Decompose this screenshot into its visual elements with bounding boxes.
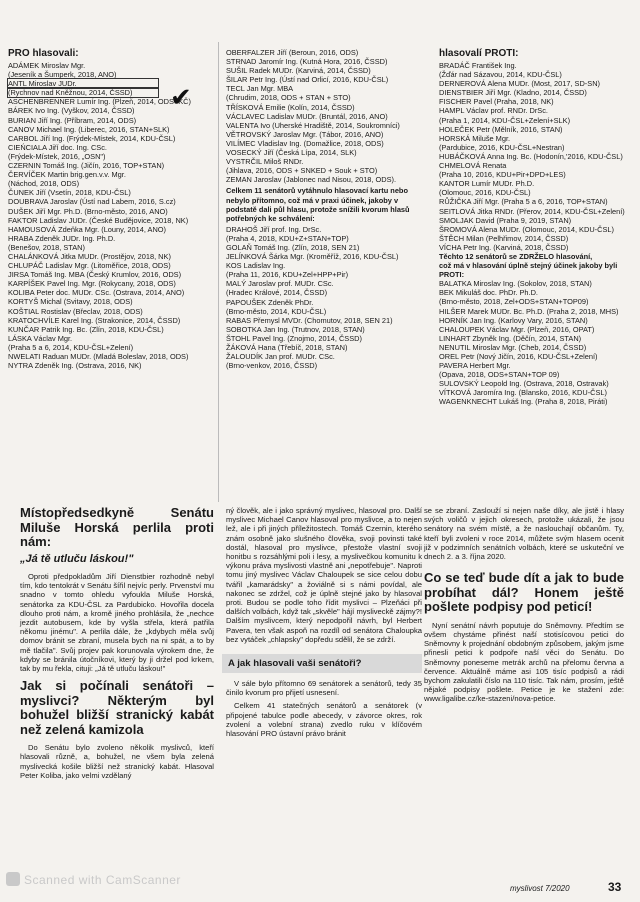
voter-entry: NWELATI Raduan MUDr. (Mladá Boleslav, 2018, ODS) bbox=[8, 352, 189, 361]
voter-entry: HORSKÁ Miluše Mgr. bbox=[439, 133, 511, 143]
voter-entry: JIRSA Tomáš Ing. MBA (Český Krumlov, 2016, ODS) bbox=[8, 270, 182, 280]
voter-entry: TŘÍSKOVÁ Emilie (Kolín, 2014, ČSSD) bbox=[226, 102, 355, 112]
voter-entry: KANTOR Lumír MUDr. Ph.D. bbox=[439, 179, 535, 189]
voter-entry: (Olomouc, 2016, KDU-ČSL) bbox=[439, 188, 531, 198]
against-heading: hlasovalí PROTI: bbox=[439, 48, 519, 59]
voter-entry: KOŠTIAL Rostislav (Břeclav, 2018, ODS) bbox=[8, 306, 143, 316]
voter-entry: FISCHER Pavel (Praha, 2018, NK) bbox=[439, 97, 554, 107]
voter-entry: MALÝ Jaroslav prof. MUDr. CSc. bbox=[226, 279, 334, 289]
pro-heading: PRO hlasovali: bbox=[8, 48, 79, 59]
voter-entry: (Pardubice, 2016, KDU-ČSL+Nestran) bbox=[439, 142, 565, 152]
paragraph-7: Nyní senátní návrh poputuje do Sněmovny. Předtím se ovšem chystáme přinést naší stotisícovou petici do Sněmovny k projednání obdobným způsobem, jakým jsme přinesli petici k podpoře naší věci do Senátu. Do Sněmovny poneseme metrák archů na přelomu června a července. Aktuálně máme asi 105 tisíc podpisů a rádi bychom zakulatili číslo na 110 tisíc. Tak nám, prosím, ještě nějaké podpisy pošlete. Petice je ke stažení zde: www.ligalibe.cz/ke-stazeni/nova-petice. bbox=[424, 620, 624, 704]
voter-entry: HAMOUSOVÁ Zdeňka Mgr. (Louny, 2014, ANO) bbox=[8, 224, 167, 234]
voter-entry: PAVERA Herbert Mgr. bbox=[439, 361, 511, 371]
voter-entry: BEK Mikuláš doc. PhDr. Ph.D. bbox=[439, 288, 538, 298]
voter-entry: ČUNEK Jiří (Vsetín, 2018, KDU-ČSL) bbox=[8, 188, 131, 198]
voter-entry: CHLUPÁČ Ladislav Mgr. (Litoměřice, 2018, ODS) bbox=[8, 261, 171, 271]
pro-voters-column-2 bbox=[226, 48, 426, 370]
article-quote: „Já tě utluču láskou!" bbox=[20, 552, 134, 565]
voter-entry: (Brno-město, 2018, Zel+ODS+STAN+TOP09) bbox=[439, 297, 589, 307]
voter-entry: CANOV Michael Ing. (Liberec, 2016, STAN+SLK) bbox=[8, 124, 170, 134]
voter-entry: (Frýdek-Místek, 2016, „OSN") bbox=[8, 151, 106, 161]
voter-entry: KARPÍŠEK Pavel Ing. Mgr. (Rokycany, 2018, ODS) bbox=[8, 279, 176, 289]
voter-entry: OREL Petr (Nový Jičín, 2016, KDU-ČSL+Zelení) bbox=[439, 352, 598, 361]
voter-entry: VALENTA Ivo (Uherské Hradiště, 2014, Soukromníci) bbox=[226, 120, 400, 130]
voter-entry: (Jihlava, 2016, ODS + SNKED + Souk + STO) bbox=[226, 166, 378, 176]
voter-entry: (Praha 1, 2014, KDU-ČSL+Zelení+SLK) bbox=[439, 115, 571, 125]
voter-entry: HAMPL Václav prof. RNDr. DrSc. bbox=[439, 106, 548, 116]
voter-entry: DRAHOŠ Jiří prof. Ing. DrSc. bbox=[226, 224, 322, 234]
voter-entry: (Praha 4, 2018, KDU+Z+STAN+TOP) bbox=[226, 233, 349, 243]
voter-entry: DIENSTBIER Jiří Mgr. (Kladno, 2014, ČSSD) bbox=[439, 88, 587, 98]
voter-entry: CHMELOVÁ Renata bbox=[439, 161, 507, 171]
voter-entry: (Opava, 2018, ODS+STAN+TOP 09) bbox=[439, 370, 560, 380]
voter-entry: VILÍMEC Vladislav Ing. (Domažlice, 2018, ODS) bbox=[226, 138, 384, 148]
paragraph-3: ný člověk, ale i jako správný myslivec, hlasoval pro. Další myslivec Michael Canov hlasoval pro myslivce, a to nejen lež, ale i při jiných příležitostech. Tomáš Czernin, kterého znám osobně jako slušného člověka, svoji povinsti také dostál, hlasoval pro myslivce, přestože vlastní svoji honitbu s rozsáhlými poli i lesy, a myslivečkou komunitu k výkonu práva myslivosti vlastně ani „nepotřebuje". Naproti tomu jiný myslivec Václav Chaloupek se sice celou dobu tvářil „kamarádsky" a žoviálně si s námi povídal, ale nakonec se zdržel, což je úplně stejné jako by hlasoval proti. Budou se podle toho řídit myslivci – Plzeňáci při dalších volbách, když tak „skvěle" hájí mysliveckě zájmy?! Dalším myslivcem, který nepodpořil návrh, byl Herbert Pavera, ten však aspoň na rozdíl od senátora Chaloupka bez vytáček „chlapsky" dopředu sdělil, že se zdrží. bbox=[226, 506, 422, 644]
absent-note: Celkem 11 senátorů vytáhnulo hlasovací kartu nebo nebylo přítomno, což má v praxi účinek, jakoby v podstatě dali půl hlasu, protože snížili kvorum hlasů potřebných ke schválení: bbox=[226, 186, 410, 223]
voter-entry: SEITLOVÁ Jitka RNDr. (Přerov, 2014, KDU-ČSL+Zelení) bbox=[439, 206, 625, 216]
voter-entry: VOSECKÝ Jiří (Česká Lípa, 2014, SLK) bbox=[226, 148, 357, 158]
voter-entry: BURIAN Jiří Ing. (Příbram, 2014, ODS) bbox=[8, 115, 137, 125]
voter-entry: GOLAŇ Tomáš Ing. (Zlín, 2018, SEN 21) bbox=[226, 242, 360, 252]
voter-entry: CZERNIN Tomáš Ing. (Jičín, 2016, TOP+STAN) bbox=[8, 161, 165, 171]
abstain-note-2: což má v hlasování úplně stejný účinek jakoby byli PROTI: bbox=[439, 261, 618, 280]
scanner-watermark: Scanned with CamScanner bbox=[6, 872, 181, 887]
voter-entry: RABAS Přemysl MVDr. (Chomutov, 2018, SEN 21) bbox=[226, 315, 393, 325]
voter-entry: SUŠIL Radek MUDr. (Karviná, 2014, ČSSD) bbox=[226, 66, 371, 76]
voter-entry: (Brno-venkov, 2016, ČSSD) bbox=[226, 361, 318, 371]
voter-entry: (Hradec Králové, 2014, ČSSD) bbox=[226, 288, 328, 298]
voter-entry: ŽÁKOVÁ Hana (Třebíč, 2018, STAN) bbox=[226, 343, 348, 352]
voter-entry: CARBOL Jiří Ing. (Frýdek-Místek, 2014, KDU-ČSL) bbox=[8, 133, 176, 143]
voter-entry: KUNČAR Patrik Ing. Bc. (Zlín, 2018, KDU-ČSL) bbox=[8, 324, 164, 334]
voter-entry: CHALOUPEK Václav Mgr. (Plzeň, 2016, OPAT) bbox=[439, 324, 595, 334]
voter-entry: (Praha 11, 2016, KDU+Zel+HPP+Pir) bbox=[226, 270, 349, 280]
voter-entry: LÁSKA Václav Mgr. bbox=[8, 333, 73, 343]
paragraph-4: V sále bylo přítomno 69 senátorek a senátorů, tedy 35 činilo kvorum pro přijetí usnesení. bbox=[226, 679, 422, 698]
voter-entry: (Náchod, 2018, ODS) bbox=[8, 179, 80, 189]
voter-entry: SOBOTKA Jan Ing. (Trutnov, 2018, STAN) bbox=[226, 324, 365, 334]
voter-entry: (Benešov, 2018, STAN) bbox=[8, 242, 85, 252]
article-title-3: Co se teď bude dít a jak to bude probíhat dál? Honem ještě pošlete podpisy pod peticí! bbox=[424, 570, 624, 615]
paragraph-1: Oproti předpokladům Jiří Dienstbier rozhodně nebyl tím, kdo tentokrát v Senátu šířil nejvíc perly. Prvenství mu snadno v tomto ohledu vyfoukla Miluše Horská, senátorka za KDU-ČSL za Pardubicko. Hovořila docela dlouho proti nám, a kromě jiného prohlásila, že „nechce jezdit autobusem, kde by vyšla střela, která patřila někomu jinému". A perlila dále, že „kdybych měla svůj domov bránit se zbraní, musela bych na ni spát, a to by mě tlačila". Svůj projev pak korunovala výrokem dne, že kdyby se bránila útočníkovi, který by ji držel pod krkem, tak by mu řekla, cituji: „Já tě utluču láskou!" bbox=[20, 572, 214, 674]
abstain-note: Těchto 12 senátorů se ZDRŽELO hlasování, bbox=[439, 251, 593, 261]
article-title-2: Jak si počínali senátoři – myslivci? Některým byl bohužel bližší stranický kabát než zelená kamizola bbox=[20, 678, 214, 737]
voter-entry: VÍCHA Petr Ing. (Karviná, 2018, ČSSD) bbox=[439, 242, 569, 252]
voter-entry: ŠTĚCH Milan (Pelhřimov, 2014, ČSSD) bbox=[439, 233, 569, 243]
camscanner-logo-icon bbox=[6, 872, 20, 886]
voter-entry: ČERVÍČEK Martin brig.gen.v.v. Mgr. bbox=[8, 170, 126, 180]
voter-entry: OBERFALZER Jiří (Beroun, 2016, ODS) bbox=[226, 48, 359, 57]
paragraph-2: Do Senátu bylo zvoleno několik myslivců, kteří hlasovali různě, a, bohužel, ne všem byla zelená myslivecká košile bližší než stranický kabát. Hlasoval Peter Koliba, jako velmi vzdělaný bbox=[20, 743, 214, 780]
voter-entry: SULOVSKÝ Leopold Ing. (Ostrava, 2018, Ostravak) bbox=[439, 379, 609, 389]
magazine-issue: myslivost 7/2020 bbox=[510, 884, 570, 893]
voter-entry: (Chrudim, 2018, ODS + STAN + STO) bbox=[226, 93, 351, 103]
voter-entry: ŽALOUDÍK Jan prof. MUDr. CSc. bbox=[226, 352, 335, 362]
voter-entry: VĚTROVSKÝ Jaroslav Mgr. (Tábor, 2016, ANO) bbox=[226, 129, 384, 139]
voter-entry: VÍTKOVÁ Jaromíra Ing. (Blansko, 2016, KDU-ČSL) bbox=[439, 388, 607, 398]
voter-entry: HUBÁČKOVÁ Anna Ing. Bc. (Hodonín,'2016, KDU-ČSL) bbox=[439, 151, 623, 161]
voter-entry: HORNÍK Jan Ing. (Karlovy Vary, 2016, STAN) bbox=[439, 315, 588, 325]
voter-entry: TECL Jan Mgr. MBA bbox=[226, 84, 294, 94]
voter-entry: RŮŽIČKA Jiří Mgr. (Praha 5 a 6, 2016, TOP+STAN) bbox=[439, 197, 608, 207]
voter-entry: ŠTOHL Pavel Ing. (Znojmo, 2014, ČSSD) bbox=[226, 333, 362, 343]
voter-entry: (Praha 5 a 6, 2014, KDU-ČSL+Zelení) bbox=[8, 342, 134, 352]
voter-entry: (Žďár nad Sázavou, 2014, KDU-ČSL) bbox=[439, 70, 562, 80]
voter-entry: STRNAD Jaromír Ing. (Kutná Hora, 2016, ČSSD) bbox=[226, 57, 388, 67]
voter-entry: ZEMAN Jaroslav (Jablonec nad Nisou, 2018, ODS). bbox=[226, 175, 397, 185]
voter-entry: HOLEČEK Petr (Mělník, 2016, STAN) bbox=[439, 124, 563, 134]
voter-entry: PAPOUŠEK Zdeněk PhDr. bbox=[226, 297, 314, 307]
votes-box-title: A jak hlasovali vaši senátoři? bbox=[228, 658, 362, 670]
voter-entry: (Praha 10, 2016, KDU+Pir+DPD+LES) bbox=[439, 170, 566, 180]
pro-list-continued bbox=[226, 48, 426, 184]
voter-entry: ŠILAR Petr Ing. (Ústí nad Orlicí, 2016, KDU-ČSL) bbox=[226, 75, 389, 85]
voter-entry: CIEŃCIALA Jiří doc. Ing. CSc. bbox=[8, 142, 107, 152]
voter-entry: (Rychnov nad Kněžnou, 2014, ČSSD) bbox=[8, 88, 158, 97]
absent-list bbox=[226, 225, 426, 371]
against-list bbox=[425, 61, 630, 252]
article-title-1: Místopředsedkyně Senátu Miluše Horská perlila proti nám: „Já tě utluču láskou!" bbox=[20, 505, 214, 565]
voter-entry: DUŠEK Jiří Mgr. Ph.D. (Brno-město, 2016, ANO) bbox=[8, 206, 168, 216]
voter-entry: HRABA Zdeněk JUDr. Ing. Ph.D. bbox=[8, 233, 116, 243]
voter-entry: LINHART Zbyněk Ing. (Děčín, 2014, STAN) bbox=[439, 333, 582, 343]
paragraph-6: se se zbraní. Zaslouží si nejen naše díky, ale jistě i hlasy svých voličů v jejich okresech, protože ukázali, že jsou senátory na svém místě, a že naslouchají občanům. Ty, kteří byli zvoleni v roce 2014, můžete svým hlasem ocenit již v podzimních senátních volbách, které se uskuteční ve dnech 2. a 3. října 2020. bbox=[424, 506, 624, 562]
article-column-1 bbox=[20, 506, 214, 784]
voter-entry: BRADÁČ František Ing. bbox=[439, 61, 517, 70]
abstain-list bbox=[425, 279, 630, 406]
votes-box-heading bbox=[222, 654, 422, 673]
voter-entry: VÁCLAVEC Ladislav MUDr. (Bruntál, 2016, ANO) bbox=[226, 111, 388, 121]
voter-entry: KOLIBA Peter doc. MUDr. CSc. (Ostrava, 2014, ANO) bbox=[8, 288, 185, 298]
paragraph-5: Celkem 41 statečných senátorů a senátorek (v připojené tabulce podle abecedy, v závorce okres, rok zvolení a volební strana) zvedlo ruku v klíčovém hlasování PRO ústavní právo bránit bbox=[226, 701, 422, 739]
article-column-2 bbox=[226, 506, 422, 742]
check-mark-icon: ✔ bbox=[170, 82, 192, 112]
voter-entry: ANTL Miroslav JUDr. bbox=[8, 79, 158, 88]
voter-entry: DOUBRAVA Jaroslav (Ústí nad Labem, 2016, S.cz) bbox=[8, 197, 176, 207]
voter-entry: NENUTIL Miroslav Mgr. (Cheb, 2014, ČSSD) bbox=[439, 342, 587, 352]
column-divider bbox=[218, 42, 219, 502]
voter-entry: KORTYŠ Michal (Svitavy, 2018, ODS) bbox=[8, 297, 133, 307]
voter-entry: (Brno-město, 2014, KDU-ČSL) bbox=[226, 306, 327, 316]
voter-entry: FAKTOR Ladislav JUDr. (České Budějovice, 2018, NK) bbox=[8, 215, 189, 225]
voter-entry: CHALÁNKOVÁ Jitka MUDr. (Prostějov, 2018, NK) bbox=[8, 251, 171, 261]
voter-entry: KRATOCHVÍLE Karel Ing. (Strakonice, 2014, ČSSD) bbox=[8, 315, 181, 325]
voter-entry: SMOLJAK David (Praha 9, 2019, STAN) bbox=[439, 215, 572, 225]
voter-entry: BALATKA Miroslav Ing. (Sokolov, 2018, STAN) bbox=[439, 279, 592, 289]
voter-entry: BÁREK Ivo Ing. (Vyškov, 2014, ČSSD) bbox=[8, 106, 135, 116]
voter-entry: KOS Ladislav Ing. bbox=[226, 261, 286, 271]
article-column-3 bbox=[424, 506, 624, 708]
voter-entry: ASCHENBRENNER Lumír Ing. (Plzeň, 2014, ODS+KČ) bbox=[8, 97, 191, 107]
voter-entry: ADÁMEK Miroslav Mgr. bbox=[8, 61, 86, 70]
voter-entry: NYTRA Zdeněk Ing. (Ostrava, 2016, NK) bbox=[8, 361, 142, 371]
against-voters-column bbox=[425, 48, 630, 407]
voter-entry: (Jeseník a Šumperk, 2018, ANO) bbox=[8, 70, 117, 80]
voter-entry: WAGENKNECHT Lukáš Ing. (Praha 8, 2018, Piráti) bbox=[439, 397, 608, 407]
voter-entry: VYSTRČIL Miloš RNDr. bbox=[226, 157, 304, 167]
page-number: 33 bbox=[608, 880, 622, 894]
voter-entry: HILŠER Marek MUDr. Bc. Ph.D. (Praha 2, 2018, MHS) bbox=[439, 306, 619, 316]
voter-entry: JELÍNKOVÁ Šárka Mgr. (Kroměříž, 2016, KDU-ČSL) bbox=[226, 252, 399, 262]
voter-entry: ŠROMOVÁ Alena MUDr. (Olomouc, 2014, KDU-ČSL) bbox=[439, 224, 614, 234]
voter-entry: DERNEROVÁ Alena MUDr. (Most, 2017, SD-SN) bbox=[439, 79, 600, 89]
